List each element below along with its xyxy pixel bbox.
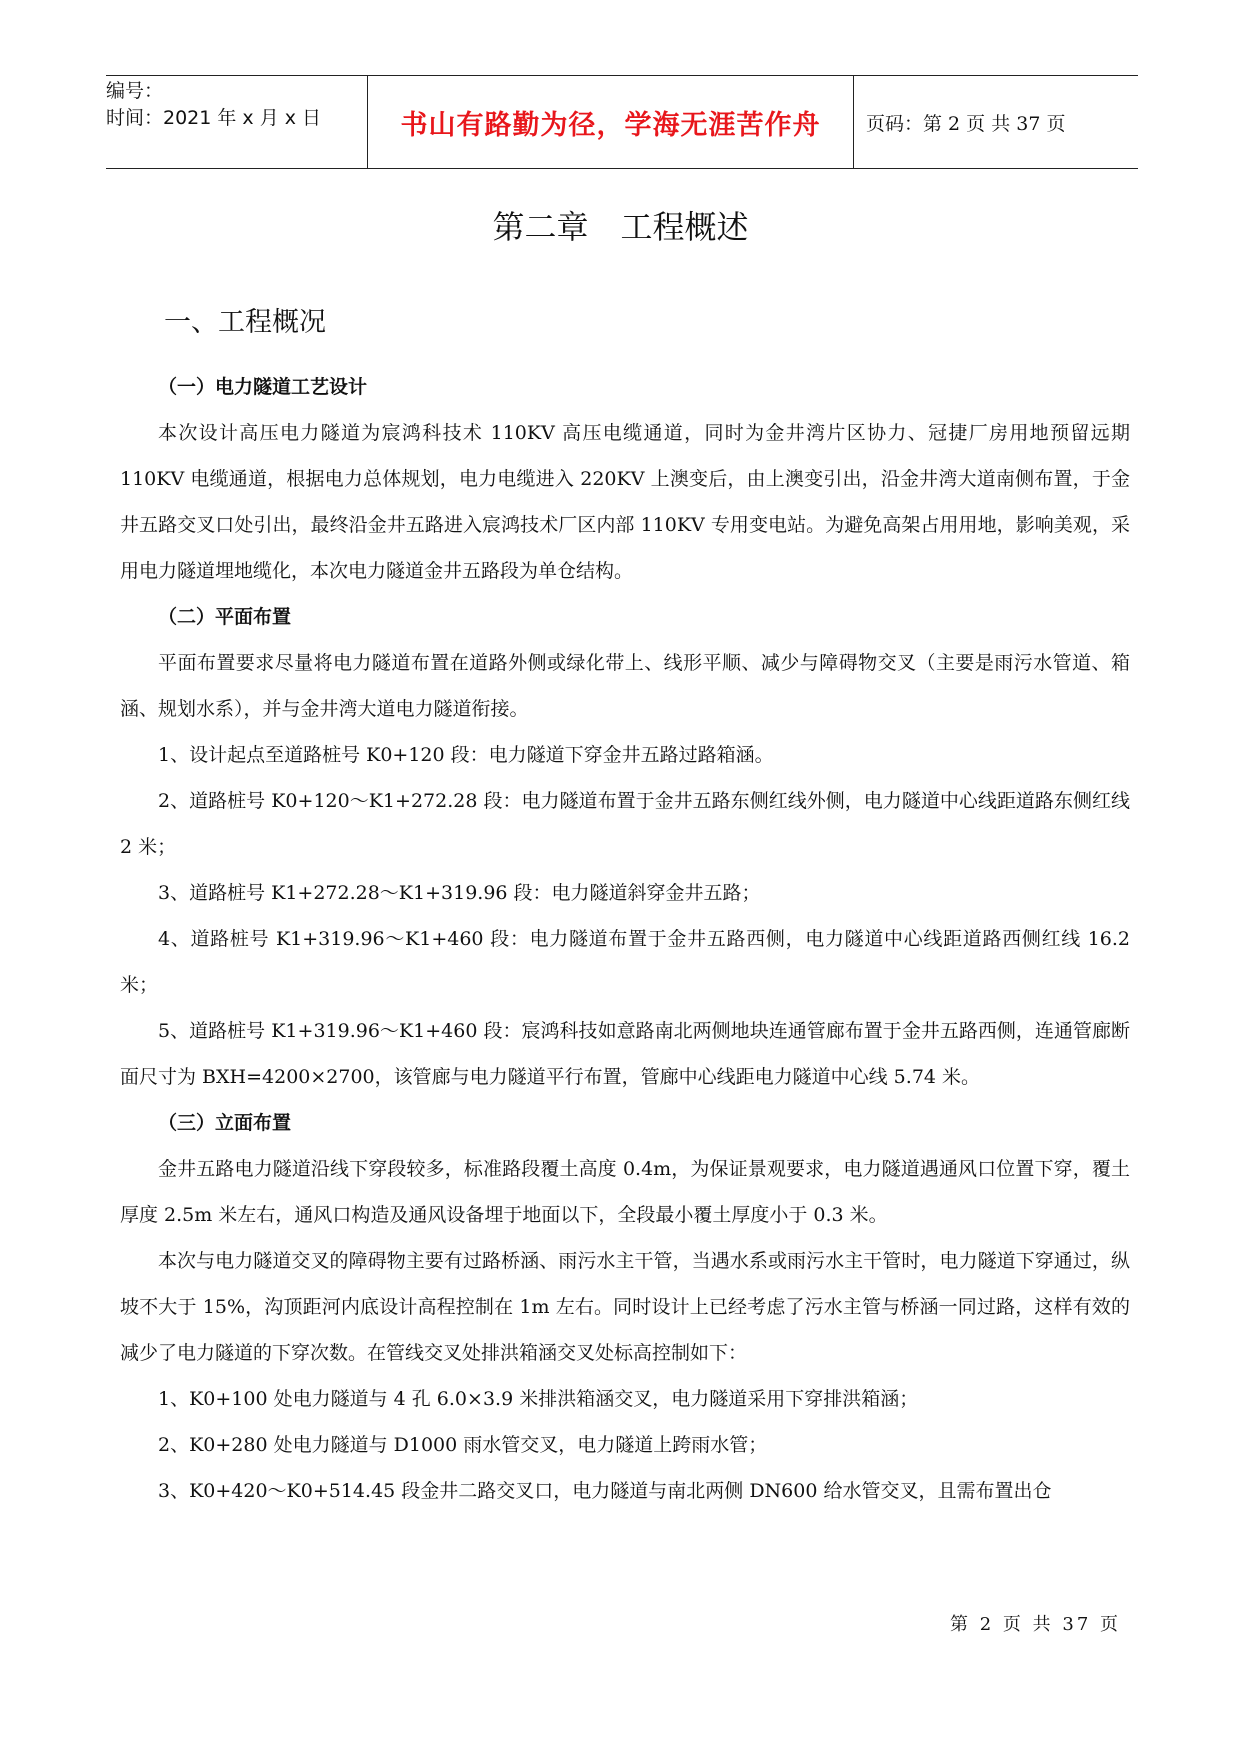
header-motto: 书山有路勤为径，学海无涯苦作舟	[368, 76, 854, 168]
paragraph: 3、道路桩号 K1+272.28～K1+319.96 段：电力隧道斜穿金井五路；	[158, 882, 761, 904]
paragraph: 1、设计起点至道路桩号 K0+120 段：电力隧道下穿金井五路过路箱涵。	[158, 744, 774, 766]
header-meta	[106, 76, 368, 168]
document-body	[120, 364, 1130, 1514]
page-header	[106, 75, 1138, 169]
paragraph: 2、道路桩号 K0+120～K1+272.28 段：电力隧道布置于金井五路东侧红线外侧，电力隧道中心线距道路东侧红线 2 米；	[120, 790, 1130, 858]
paragraph: 5、道路桩号 K1+319.96～K1+460 段：宸鸿科技如意路南北两侧地块连通管廊布置于金井五路西侧，连通管廊断面尺寸为 BXH=4200×2700，该管廊与电力隧道平行布置，管廊中心线距电力隧道中心线 5.74 米。	[120, 1020, 1130, 1088]
subsection-title: （一）电力隧道工艺设计	[158, 376, 368, 398]
document-number: 编号：	[106, 80, 164, 102]
chapter-title: 第二章 工程概述	[492, 208, 749, 246]
paragraph: 4、道路桩号 K1+319.96～K1+460 段：电力隧道布置于金井五路西侧，电力隧道中心线距道路西侧红线 16.2 米；	[120, 928, 1130, 996]
paragraph: 平面布置要求尽量将电力隧道布置在道路外侧或绿化带上、线形平顺、减少与障碍物交叉（主要是雨污水管道、箱涵、规划水系），并与金井湾大道电力隧道衔接。	[120, 652, 1130, 720]
page-footer: 第 2 页 共 37 页	[950, 1614, 1121, 1635]
paragraph: 本次设计高压电力隧道为宸鸿科技术 110KV 高压电缆通道，同时为金井湾片区协力、冠捷厂房用地预留远期 110KV 电缆通道，根据电力总体规划，电力电缆进入 220KV 上澳变后，由上澳变引出，沿金井湾大道南侧布置，于金井五路交叉口处引出，最终沿金井五路进入宸鸿技术厂区内部 110KV 专用变电站。为避免高架占用用地，影响美观，采用电力隧道埋地缆化，本次电力隧道金井五路段为单仓结构。	[120, 422, 1130, 582]
document-time: 时间：2021 年 x 月 x 日	[106, 107, 322, 129]
paragraph: 1、K0+100 处电力隧道与 4 孔 6.0×3.9 米排洪箱涵交叉，电力隧道采用下穿排洪箱涵；	[158, 1388, 919, 1410]
paragraph: 2、K0+280 处电力隧道与 D1000 雨水管交叉，电力隧道上跨雨水管；	[158, 1434, 768, 1456]
header-page-info: 页码：第 2 页 共 37 页	[866, 112, 1066, 135]
subsection-title: （二）平面布置	[158, 606, 292, 628]
paragraph: 金井五路电力隧道沿线下穿段较多，标准路段覆土高度 0.4m，为保证景观要求，电力隧道遇通风口位置下穿，覆土厚度 2.5m 米左右，通风口构造及通风设备埋于地面以下，全段最小覆土厚度小于 0.3 米。	[120, 1158, 1130, 1226]
paragraph: 本次与电力隧道交叉的障碍物主要有过路桥涵、雨污水主干管，当遇水系或雨污水主干管时，电力隧道下穿通过，纵坡不大于 15%，沟顶距河内底设计高程控制在 1m 左右。同时设计上已经考虑了污水主管与桥涵一同过路，这样有效的减少了电力隧道的下穿次数。在管线交叉处排洪箱涵交叉处标高控制如下：	[120, 1250, 1130, 1364]
section-title: 一、工程概况	[164, 307, 326, 338]
paragraph: 3、K0+420～K0+514.45 段金井二路交叉口，电力隧道与南北两侧 DN600 给水管交叉，且需布置出仓	[158, 1480, 1052, 1502]
subsection-title: （三）立面布置	[158, 1112, 292, 1134]
